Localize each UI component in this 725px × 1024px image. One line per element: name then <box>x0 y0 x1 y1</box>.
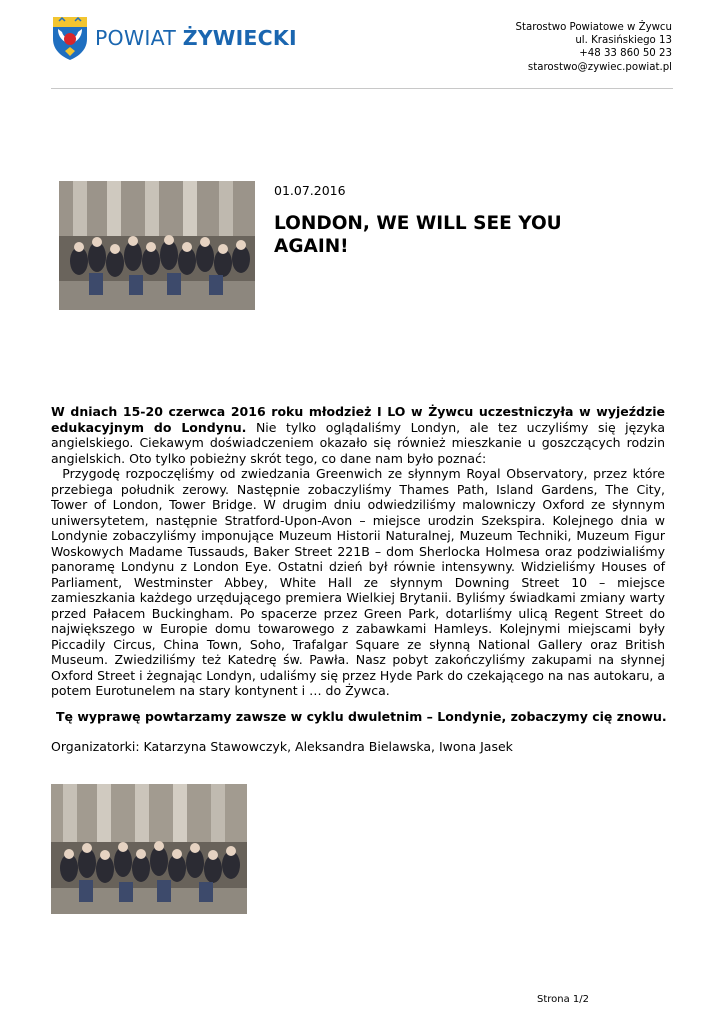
office-name: Starostwo Powiatowe w Żywcu <box>515 22 672 33</box>
contact-block <box>516 21 672 74</box>
lead-bold: W dniach 15-20 czerwca 2016 roku młodzież I LO w Żywcu uczestniczyła w wyjeździe edukacyjnym do Londynu. <box>51 404 665 435</box>
header-divider <box>51 88 673 89</box>
article-body <box>51 404 669 699</box>
group-photo-top <box>59 181 255 310</box>
article-title: LONDON, WE WILL SEE YOU AGAIN! <box>274 213 562 257</box>
logo-wordmark: POWIAT ŻYWIECKI <box>95 26 297 50</box>
group-photo-bottom <box>51 784 247 914</box>
office-phone: +48 33 860 50 23 <box>579 48 672 60</box>
photo-image <box>59 181 255 310</box>
page-number: Strona 1/2 <box>537 994 590 1005</box>
powiat-logo <box>51 15 297 61</box>
photo-image <box>51 784 247 914</box>
office-street: ul. Krasińskiego 13 <box>575 35 672 47</box>
office-email: starostwo@zywiec.powiat.pl <box>527 61 672 73</box>
lead-paragraph <box>51 404 665 466</box>
lead-rest: Nie tylko oglądaliśmy Londyn, ale tez uczyliśmy się języka angielskiego. Ciekawym doświadczeniem okazało się również mieszkanie u goszczących rodzin angielskich. Oto tylko pobieżny skrót tego, co dane nam było poznać: <box>51 419 665 466</box>
coat-of-arms-icon <box>51 15 89 61</box>
article-motto: Tę wyprawę powtarzamy zawsze w cyklu dwuletnim – Londynie, zobaczymy cię znowu. <box>56 709 667 724</box>
organizers-line: Organizatorki: Katarzyna Stawowczyk, Aleksandra Bielawska, Iwona Jasek <box>51 739 513 754</box>
article-date: 01.07.2016 <box>274 183 346 198</box>
body-paragraph: Przygodę rozpoczęliśmy od zwiedzania Greenwich ze słynnym Royal Observatory, przez które przebiega południk zerowy. Następnie zobaczyliśmy Thames Path, Island Gardens, The City, Tower of London, Tower Bridge. W drugim dniu odwiedziliśmy malowniczy Oxford ze słynnym uniwersytetem, następnie Stratford-Upon-Avon – miejsce urodzin Szekspira. Kolejnego dnia w Londynie zobaczyliśmy imponujące Muzeum Historii Naturalnej, Muzeum Techniki, Muzeum Figur Woskowych Madame Tussauds, Baker Street 221B – dom Sherlocka Holmesa oraz podziwialiśmy panoramę Londynu z London Eye. Ostatni dzień był równie intensywny. Widzieliśmy Houses of Parliament, Westminster Abbey, White Hall ze słynnym Downing Street 10 – miejsce zamieszkania każdego urzędującego premiera Wielkiej Brytanii. Byliśmy świadkami zmiany warty przed Pałacem Buckingham. Po spacerze przez Green Park, dotarliśmy ulicą Regent Street do największego w Europie domu towarowego z zabawkami Hamleys. Kolejnymi miejscami były Piccadily Circus, China Town, Soho, Trafalgar Square ze słynną National Gallery oraz British Museum. Zwiedziliśmy też Katedrę św. Pawła. Nasz pobyt zakończyliśmy zakupami na słynnej Oxford Street i żegnając Londyn, udaliśmy się przez Hyde Park do czekającego na nas autokaru, a potem Eurotunelem na stary kontynent i … do Żywca. <box>51 466 669 698</box>
